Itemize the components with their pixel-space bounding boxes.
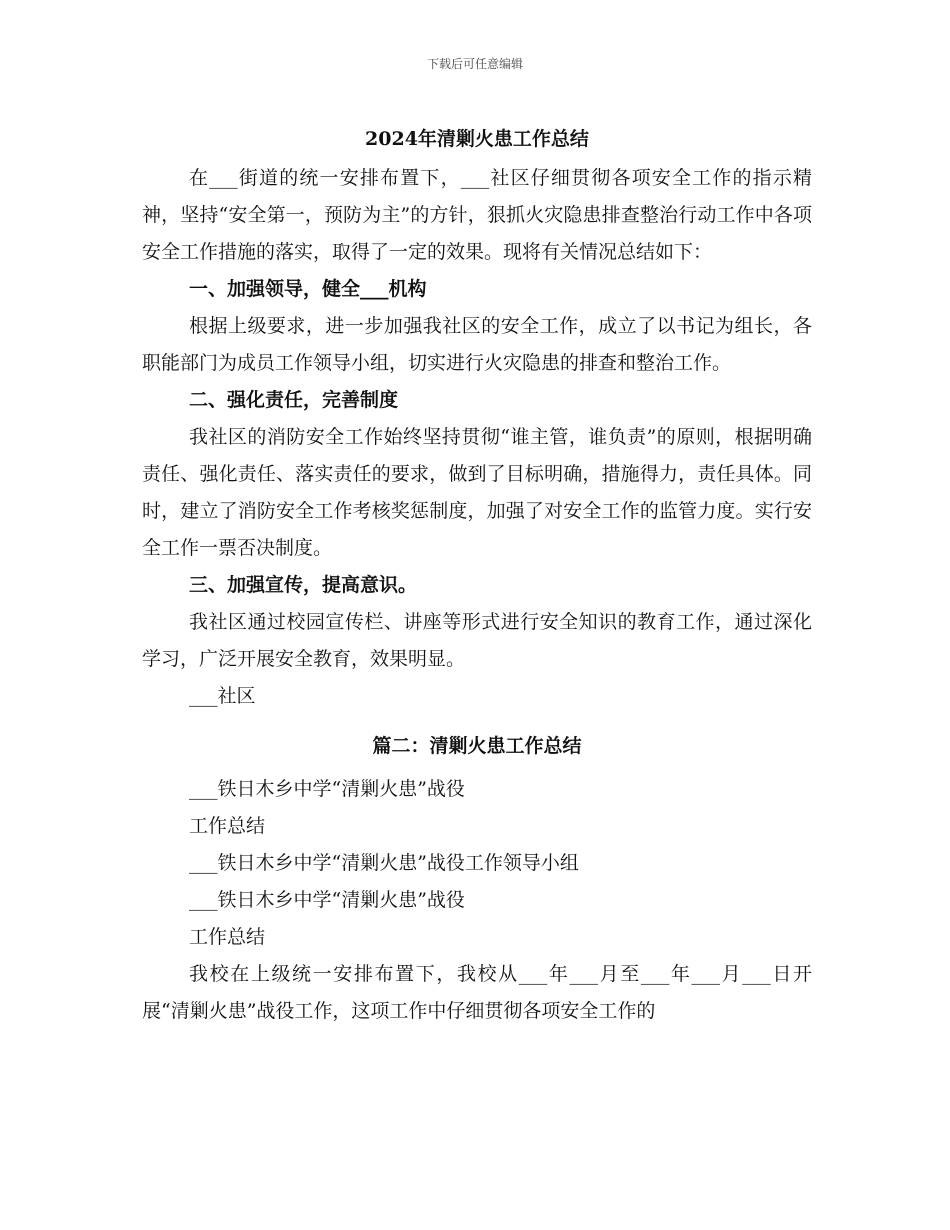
document-title: 2024年清剿火患工作总结 — [365, 128, 589, 150]
part2-line: 工作总结 — [189, 815, 266, 837]
signature: ___社区 — [189, 685, 256, 707]
page-header-note: 下载后可任意编辑 — [426, 57, 523, 71]
part2-line: ___铁日木乡中学“清剿火患”战役 — [189, 778, 465, 800]
part2-line: 工作总结 — [189, 926, 266, 948]
section2-heading: 二、强化责任，完善制度 — [189, 389, 399, 411]
section2-paragraph: 我社区的消防安全工作始终坚持贯彻“谁主管，谁负责”的原则，根据明确责任、强化责任、落实责任的要求，做到了目标明确，措施得力，责任具体。同时，建立了消防安全工作考核奖惩制度，加强了对安全工作的监管力度。实行安全工作一票否决制度。 — [142, 426, 812, 559]
part2-paragraph: 我校在上级统一安排布置下，我校从___年___月至___年___月___日开展“清剿火患”战役工作，这项工作中仔细贯彻各项安全工作的 — [142, 963, 812, 1022]
part2-line: ___铁日木乡中学“清剿火患”战役工作领导小组 — [189, 852, 579, 874]
document-body — [142, 118, 812, 1030]
section1-heading: 一、加强领导，健全___机构 — [189, 278, 427, 300]
section3-heading: 三、加强宣传，提高意识。 — [189, 574, 418, 596]
part2-line: ___铁日木乡中学“清剿火患”战役 — [189, 889, 465, 911]
section1-paragraph: 根据上级要求，进一步加强我社区的安全工作，成立了以书记为组长，各职能部门为成员工作领导小组，切实进行火灾隐患的排查和整治工作。 — [142, 315, 812, 374]
part2-title: 篇二：清剿火患工作总结 — [372, 735, 582, 757]
intro-paragraph: 在___街道的统一安排布置下，___社区仔细贯彻各项安全工作的指示精神，坚持“安全第一，预防为主”的方针，狠抓火灾隐患排查整治行动工作中各项安全工作措施的落实，取得了一定的效果。现将有关情况总结如下： — [142, 167, 812, 263]
section3-paragraph: 我社区通过校园宣传栏、讲座等形式进行安全知识的教育工作，通过深化学习，广泛开展安全教育，效果明显。 — [142, 611, 812, 670]
